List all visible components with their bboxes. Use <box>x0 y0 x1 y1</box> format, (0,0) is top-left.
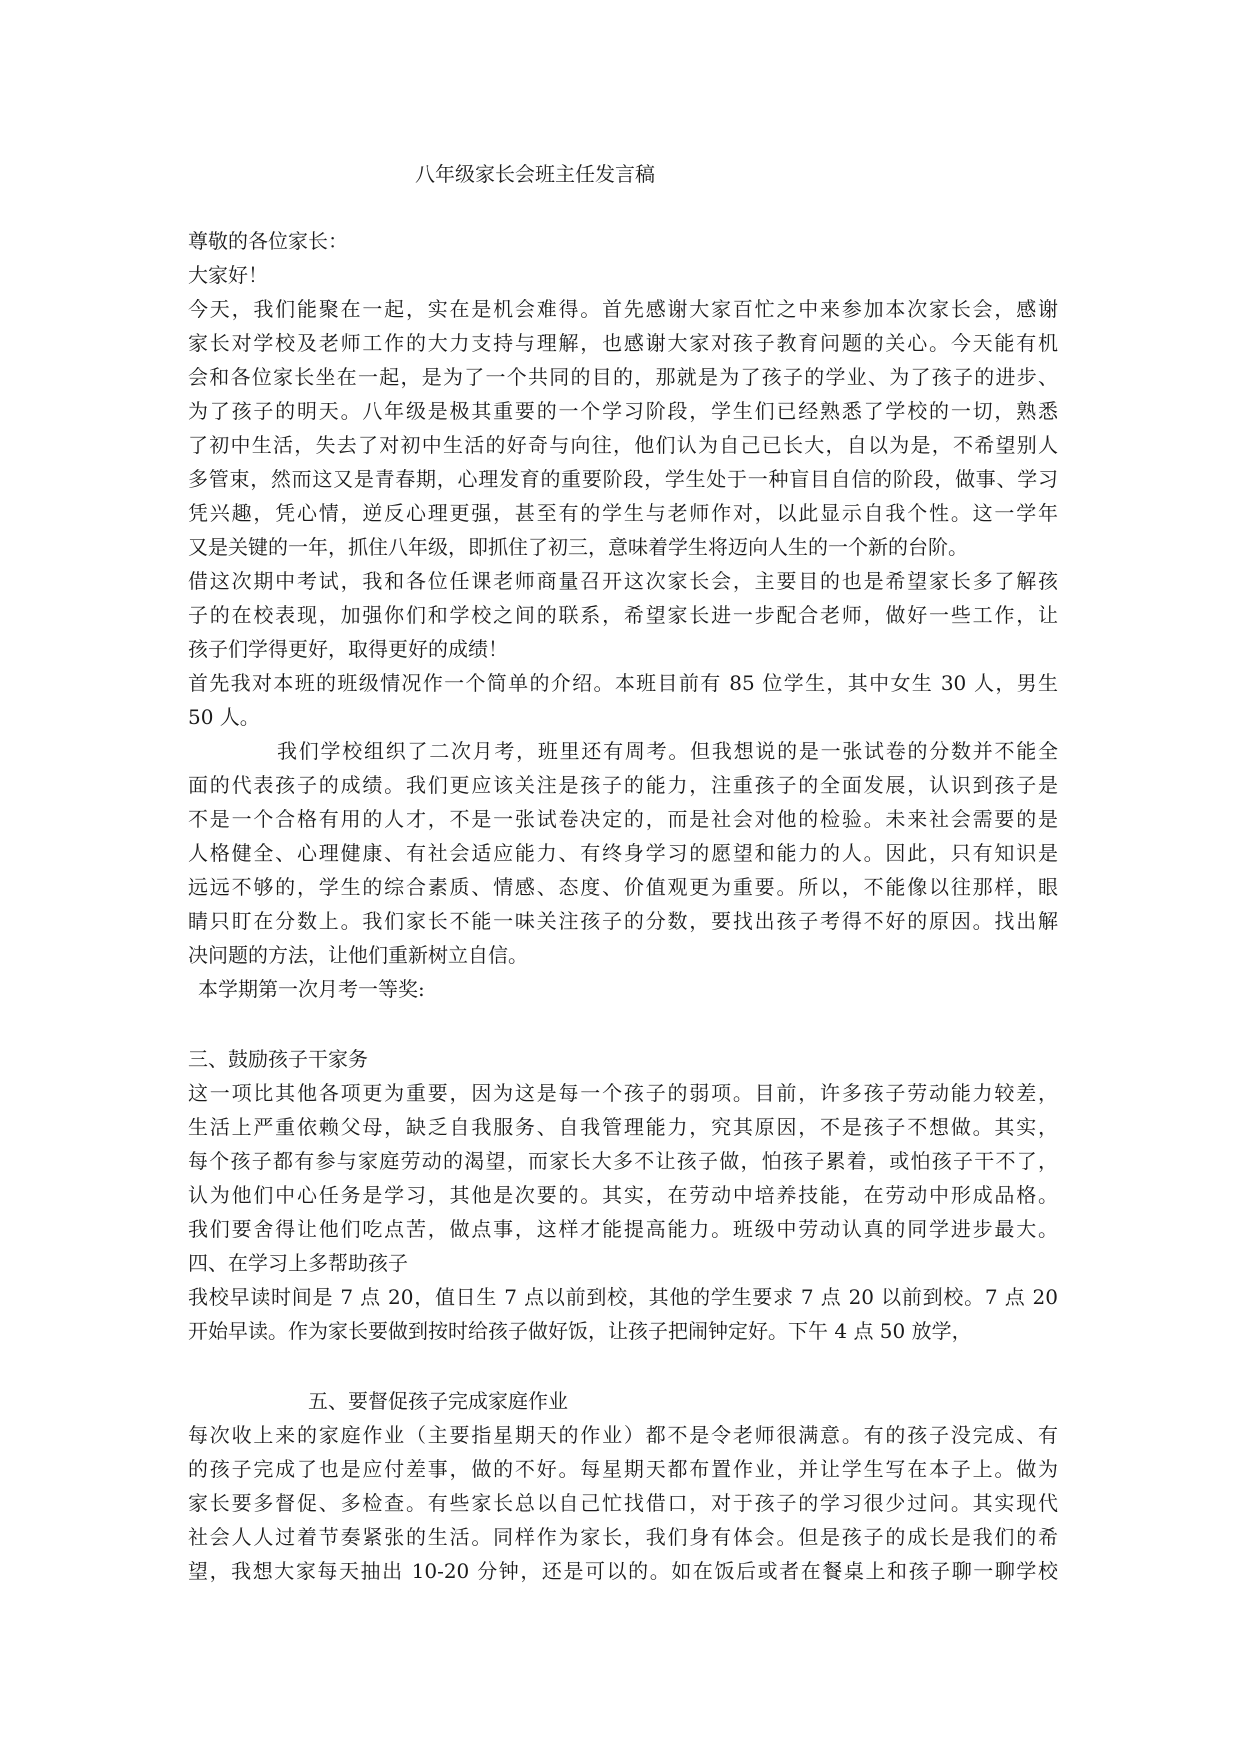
section-heading: 三、鼓励孩子干家务 <box>188 1047 368 1071</box>
paragraph-line: 了初中生活，失去了对初中生活的好奇与向往，他们认为自己已长大，自以为是，不希望别人 <box>188 433 1058 457</box>
paragraph-line: 孩子们学得更好，取得更好的成绩！ <box>188 637 508 661</box>
paragraph-line: 这一项比其他各项更为重要，因为这是每一个孩子的弱项。目前，许多孩子劳动能力较差， <box>188 1081 1058 1105</box>
paragraph-line: 家长对学校及老师工作的大力支持与理解，也感谢大家对孩子教育问题的关心。今天能有机 <box>188 331 1058 355</box>
paragraph-line: 又是关键的一年，抓住八年级，即抓住了初三，意味着学生将迈向人生的一个新的台阶。 <box>188 535 968 559</box>
paragraph-line: 今天，我们能聚在一起，实在是机会难得。首先感谢大家百忙之中来参加本次家长会，感谢 <box>188 297 1058 321</box>
paragraph-line: 50 人。 <box>188 705 260 729</box>
paragraph-line: 会和各位家长坐在一起，是为了一个共同的目的，那就是为了孩子的学业、为了孩子的进步、 <box>188 365 1058 389</box>
paragraph-line: 多管束，然而这又是青春期，心理发育的重要阶段，学生处于一种盲目自信的阶段，做事、学习 <box>188 467 1058 491</box>
paragraph-line: 远远不够的，学生的综合素质、情感、态度、价值观更为重要。所以，不能像以往那样，眼 <box>188 875 1058 899</box>
paragraph-line: 开始早读。作为家长要做到按时给孩子做好饭，让孩子把闹钟定好。下午 4 点 50 放学， <box>188 1319 972 1343</box>
paragraph-line: 借这次期中考试，我和各位任课老师商量召开这次家长会，主要目的也是希望家长多了解孩 <box>188 569 1058 593</box>
section-heading: 四、在学习上多帮助孩子 <box>188 1251 408 1275</box>
paragraph-line: 首先我对本班的班级情况作一个简单的介绍。本班目前有 85 位学生，其中女生 30 人，男生 <box>188 671 1058 695</box>
paragraph-line: 我们要舍得让他们吃点苦，做点事，这样才能提高能力。班级中劳动认真的同学进步最大。 <box>188 1217 1058 1241</box>
paragraph-line: 不是一个合格有用的人才，不是一张试卷决定的，而是社会对他的检验。未来社会需要的是 <box>188 807 1058 831</box>
paragraph-line: 社会人人过着节奏紧张的生活。同样作为家长，我们身有体会。但是孩子的成长是我们的希 <box>188 1525 1058 1549</box>
salutation: 尊敬的各位家长： <box>188 229 348 253</box>
paragraph-line: 每次收上来的家庭作业（主要指星期天的作业）都不是令老师很满意。有的孩子没完成、有 <box>188 1423 1058 1447</box>
paragraph-line: 生活上严重依赖父母，缺乏自我服务、自我管理能力，究其原因，不是孩子不想做。其实， <box>188 1115 1058 1139</box>
paragraph-line: 子的在校表现，加强你们和学校之间的联系，希望家长进一步配合老师，做好一些工作，让 <box>188 603 1058 627</box>
paragraph-line: 望，我想大家每天抽出 10-20 分钟，还是可以的。如在饭后或者在餐桌上和孩子聊一聊学校 <box>188 1559 1058 1583</box>
paragraph-line: 每个孩子都有参与家庭劳动的渴望，而家长大多不让孩子做，怕孩子累着，或怕孩子干不了， <box>188 1149 1058 1173</box>
paragraph-line: 认为他们中心任务是学习，其他是次要的。其实，在劳动中培养技能，在劳动中形成品格。 <box>188 1183 1058 1207</box>
paragraph-line: 睛只盯在分数上。我们家长不能一味关注孩子的分数，要找出孩子考得不好的原因。找出解 <box>188 909 1058 933</box>
paragraph-line: 我校早读时间是 7 点 20，值日生 7 点以前到校，其他的学生要求 7 点 20 以前到校。7 点 20 <box>188 1285 1058 1309</box>
award-heading: 本学期第一次月考一等奖: <box>198 977 425 1001</box>
greeting: 大家好！ <box>188 263 268 287</box>
section-heading: 五、要督促孩子完成家庭作业 <box>308 1389 568 1413</box>
paragraph-line: 决问题的方法，让他们重新树立自信。 <box>188 943 528 967</box>
paragraph-line: 为了孩子的明天。八年级是极其重要的一个学习阶段，学生们已经熟悉了学校的一切，熟悉 <box>188 399 1058 423</box>
paragraph-line: 人格健全、心理健康、有社会适应能力、有终身学习的愿望和能力的人。因此，只有知识是 <box>188 841 1058 865</box>
paragraph-line: 面的代表孩子的成绩。我们更应该关注是孩子的能力，注重孩子的全面发展，认识到孩子是 <box>188 773 1058 797</box>
paragraph-line: 家长要多督促、多检查。有些家长总以自己忙找借口，对于孩子的学习很少过问。其实现代 <box>188 1491 1058 1515</box>
document-title: 八年级家长会班主任发言稿 <box>415 162 655 186</box>
paragraph-line: 凭兴趣，凭心情，逆反心理更强，甚至有的学生与老师作对，以此显示自我个性。这一学年 <box>188 501 1058 525</box>
paragraph-line: 我们学校组织了二次月考，班里还有周考。但我想说的是一张试卷的分数并不能全 <box>277 739 1058 763</box>
paragraph-line: 的孩子完成了也是应付差事，做的不好。每星期天都布置作业，并让学生写在本子上。做为 <box>188 1457 1058 1481</box>
